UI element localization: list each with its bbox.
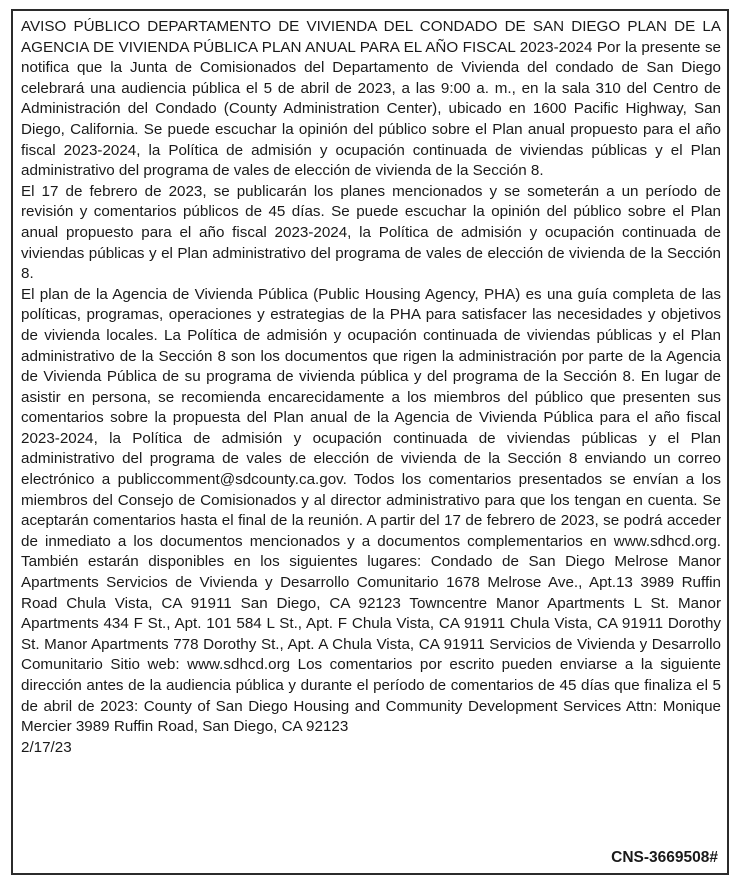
notice-paragraph-review: El 17 de febrero de 2023, se publicarán los planes mencionados y se someterán a un período de revisión y comentarios públicos de 45 días. Se puede escuchar la opinión del público sobre el Plan anual propuesto para el año fiscal 2023-2024, la Política de admisión y ocupación continuada de viviendas públicas y el Plan administrativo del programa de vales de elección de vivienda de la Sección 8.: [21, 182, 721, 283]
notice-paragraph-plan-details: El plan de la Agencia de Vivienda Pública (Public Housing Agency, PHA) es una guía completa de las políticas, programas, operaciones y estrategias de la PHA para satisfacer las necesidades y objetivos de vivienda locales. La Política de admisión y ocupación continuada de viviendas públicas y el Plan administrativo de la Sección 8 son los documentos que rigen la administración por parte de la Agencia de Vivienda Pública de su programa de vivienda pública y del programa de la Sección 8. En lugar de asistir en persona, se recomienda encarecidamente a los miembros del público que presenten sus comentarios sobre la propuesta del Plan anual de la Agencia de Vivienda Pública para el año fiscal 2023-2024, la Política de admisión y ocupación continuada de viviendas públicas y el Plan administrativo del programa de vales de elección de vivienda de la Sección 8 enviando un correo electrónico a publiccomment@sdcounty.ca.gov. Todos los comentarios presentados se envían a los miembros del Consejo de Comisionados y al director administrativo para que los tengan en cuenta. Se aceptarán comentarios hasta el final de la reunión. A partir del 17 de febrero de 2023, se podrá acceder de inmediato a los documentos mencionados y a documentos complementarios en www.sdhcd.org. También estarán disponibles en los siguientes lugares: Condado de San Diego Melrose Manor Apartments Servicios de Vivienda y Desarrollo Comunitario 1678 Melrose Ave., Apt.13 3989 Ruffin Road Chula Vista, CA 91911 San Diego, CA 92123 Towncentre Manor Apartments L St. Manor Apartments 434 F St., Apt. 101 584 L St., Apt. F Chula Vista, CA 91911 Chula Vista, CA 91911 Dorothy St. Manor Apartments 778 Dorothy St., Apt. A Chula Vista, CA 91911 Servicios de Vivienda y Desarrollo Comunitario Sitio web: www.sdhcd.org Los comentarios por escrito pueden enviarse a la siguiente dirección antes de la audiencia pública y durante el período de comentarios de 45 días que finaliza el 5 de abril de 2023: County of San Diego Housing and Community Development Services Attn: Monique Mercier 3989 Ruffin Road, San Diego, CA 92123: [21, 285, 721, 736]
public-notice: [11, 9, 729, 875]
notice-paragraph-intro: AVISO PÚBLICO DEPARTAMENTO DE VIVIENDA DEL CONDADO DE SAN DIEGO PLAN DE LA AGENCIA DE VIVIENDA PÚBLICA PLAN ANUAL PARA EL AÑO FISCAL 2023-2024 Por la presente se notifica que la Junta de Comisionados del Departamento de Vivienda del condado de San Diego celebrará una audiencia pública el 5 de abril de 2023, a las 9:00 a. m., en la sala 310 del Centro de Administración del Condado (County Administration Center), ubicado en 1600 Pacific Highway, San Diego, California. Se puede escuchar la opinión del público sobre el Plan anual propuesto para el año fiscal 2023-2024, la Política de admisión y ocupación continuada de viviendas públicas y el Plan administrativo del programa de vales de elección de vivienda de la Sección 8.: [21, 18, 721, 180]
notice-body: [21, 17, 721, 758]
reference-code: CNS-3669508#: [611, 849, 718, 866]
notice-date: 2/17/23: [21, 738, 72, 756]
